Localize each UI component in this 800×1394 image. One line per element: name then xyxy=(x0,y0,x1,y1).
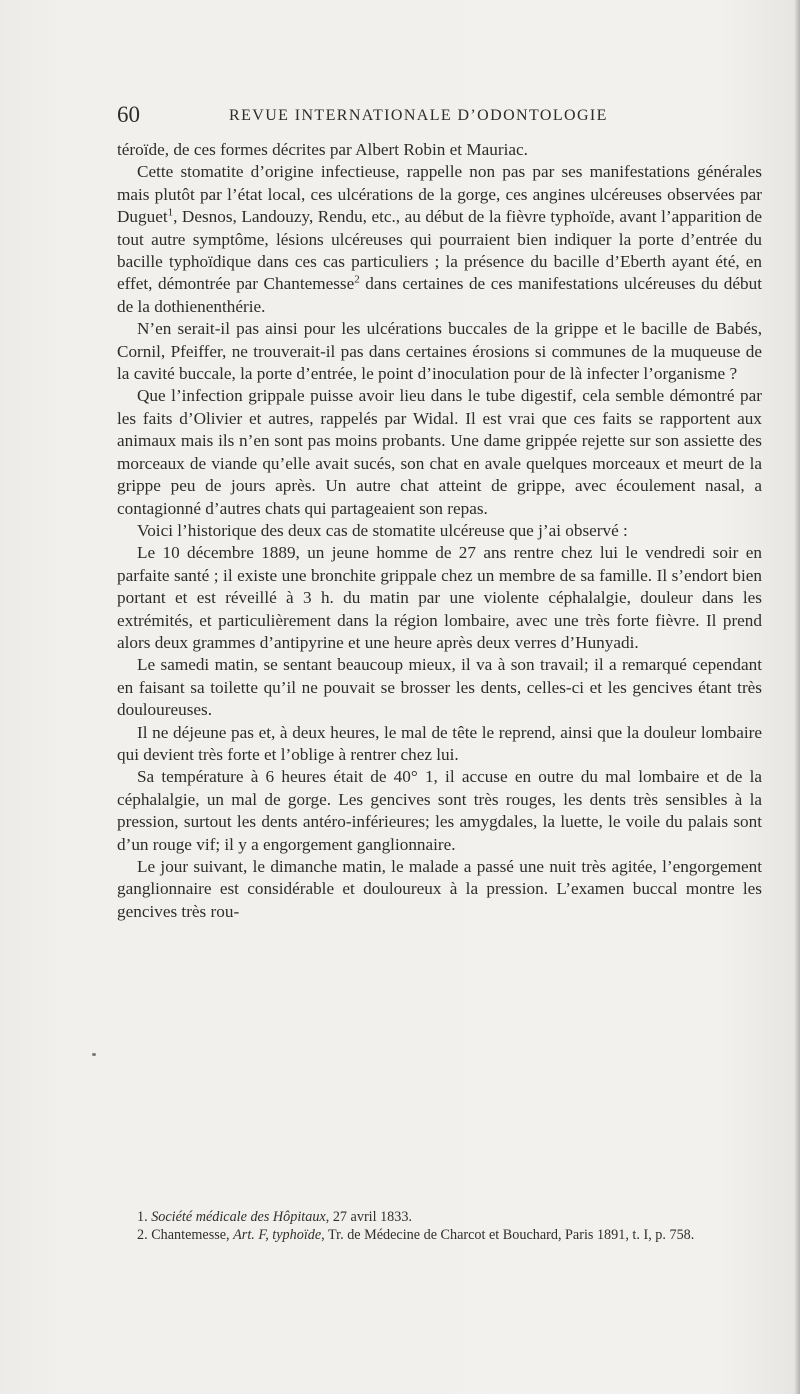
paragraph: Il ne déjeune pas et, à deux heures, le mal de tête le reprend, ainsi que la douleur lombaire qui devient très forte et l’oblige à rentrer chez lui. xyxy=(117,722,762,764)
article-body xyxy=(117,139,762,923)
paragraph: Le jour suivant, le dimanche matin, le malade a passé une nuit très agitée, l’engorgement ganglionnaire est considérable et douloureux à la pression. L’examen buccal montre les gencives très rou- xyxy=(117,857,762,921)
footnote-text: , Tr. de Médecine de Charcot et Bouchard, Paris 1891, t. I, p. 758. xyxy=(321,1227,695,1243)
paragraph-text: Cette stomatite d’origine infectieuse, rappelle non pas par ses manifestations générales mais plutôt par l’état local, ces ulcérations de la gorge, ces angines ulcéreuses observées par Duguet xyxy=(117,162,762,227)
paragraph-text: , Desnos, Landouzy, Rendu, etc., au début de la fièvre typhoïde, avant l’apparition de tout autre symptôme, lésions ulcéreuses qui pourraient bien indiquer la porte d’entrée du bacille typhoïdique dans ces cas particuliers ; la présence du bacille d’Eberth ayant été, en effet, démontrée par Chantemesse xyxy=(117,207,762,294)
running-head xyxy=(117,99,762,131)
margin-ink-speck xyxy=(92,1053,96,1056)
footnotes xyxy=(117,1208,762,1244)
journal-title: REVUE INTERNATIONALE D’ODONTOLOGIE xyxy=(229,107,608,124)
paragraph xyxy=(117,161,762,318)
paragraph-text: dans certaines de ces manifestations ulcéreuses du début de la dothienenthérie. xyxy=(117,274,762,316)
footnote-number: 1. xyxy=(137,1209,148,1225)
page-binding-shadow xyxy=(794,0,800,1394)
paragraph: Que l’infection grippale puisse avoir lieu dans le tube digestif, cela semble démontré par les faits d’Olivier et autres, rappelés par Widal. Il est vrai que ces faits se rapportent aux animaux mais ils n’en sont pas moins probants. Une dame grippée rejette sur son assiette des morceaux de viande qu’elle avait sucés, son chat en avale quelques morceaux et meurt de la grippe peu de jours après. Un autre chat atteint de grippe, avec écoulement nasal, a contagionné d’autres chats qui partageaient son repas. xyxy=(117,386,762,518)
paragraph: Le 10 décembre 1889, un jeune homme de 27 ans rentre chez lui le vendredi soir en parfaite santé ; il existe une bronchite grippale chez un membre de sa famille. Il s’endort bien portant et est réveillé à 3 h. du matin par une violente céphalalgie, douleur dans les extrémités, et particulièrement dans la région lombaire, avec une très forte fièvre. Il prend alors deux grammes d’antipyrine et une heure après deux verres d’Hunyadi. xyxy=(117,543,762,652)
footnote-1 xyxy=(117,1208,762,1226)
footnote-author: Chantemesse, xyxy=(151,1227,230,1243)
footnote-source-title: Société médicale des Hôpitaux xyxy=(151,1209,326,1225)
paragraph: Le samedi matin, se sentant beaucoup mieux, il va à son travail; il a remarqué cependant en faisant sa toilette qu’il ne pouvait se brosser les dents, celles-ci et les gencives étant très douloureuses. xyxy=(117,655,762,720)
footnote-source-title: Art. F, typhoïde xyxy=(233,1227,322,1243)
footnote-text: , 27 avril 1833. xyxy=(325,1209,413,1225)
footnote-ref: 1 xyxy=(167,206,174,219)
paragraph-continuation: téroïde, de ces formes décrites par Albert Robin et Mauriac. xyxy=(117,140,528,159)
footnote-2 xyxy=(117,1226,762,1244)
footnote-number: 2. xyxy=(137,1227,148,1243)
paragraph: Sa température à 6 heures était de 40° 1, il accuse en outre du mal lombaire et de la céphalalgie, un mal de gorge. Les gencives sont très rouges, les dents très sensibles à la pression, surtout les dents antéro-inférieures; les amygdales, la luette, le voile du palais sont d’un rouge vif; il y a engorgement ganglionnaire. xyxy=(117,767,762,854)
paragraph: Voici l’historique des deux cas de stomatite ulcéreuse que j’ai observé : xyxy=(137,520,628,540)
paragraph: N’en serait-il pas ainsi pour les ulcérations buccales de la grippe et le bacille de Babés, Cornil, Pfeiffer, ne trouverait-il pas dans certaines érosions si communes de la muqueuse de la cavité buccale, la porte d’entrée, le point d’inoculation pour de là infecter l’organisme ? xyxy=(117,319,762,384)
page-number: 60 xyxy=(117,102,140,127)
footnote-ref: 2 xyxy=(354,273,360,286)
